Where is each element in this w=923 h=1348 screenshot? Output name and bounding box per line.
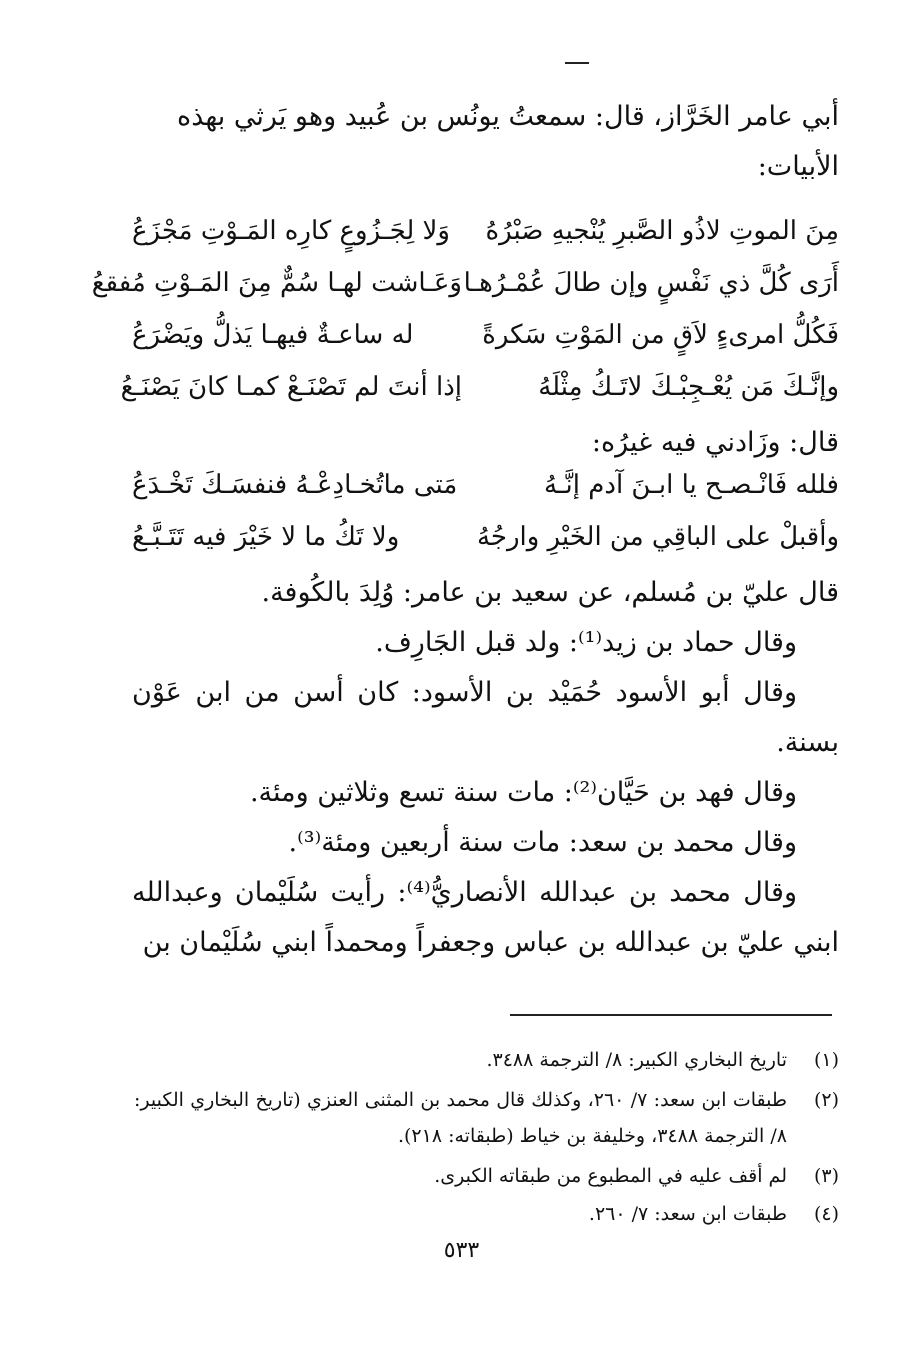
footnote-2-number: (٢) [813,1089,839,1111]
intro-line-1: أبي عامر الخَرَّاز، قال: سمعتُ يونُس بن عُبيد وهو يَرثي بهذه [177,101,839,132]
page-number: ٥٣٣ [443,1238,480,1263]
intro-line-2: الأبيات: [757,151,839,182]
verse-6-first: وأقبلْ على الباقِي من الخَيْرِ وارجُهُ [476,522,839,552]
footnote-2-text: طبقات ابن سعد: ٧/ ٢٦٠، وكذلك قال محمد بن المثنى العنزي (تاريخ البخاري الكبير: ٨/ الترجمة ٣٤٨٨، وخليفة بن خياط (طبقاته: ٢١٨). [134,1089,787,1147]
footnote-1 [134,1042,839,1078]
footnote-1-number: (١) [813,1049,839,1071]
footnote-4 [134,1196,839,1232]
header-mark [565,62,589,64]
verse-4-first: وإنَّـكَ مَن يُعْـجِبْـكَ لاتَـكُ مِثْلَهُ [538,372,839,402]
paragraph-4: وقال فهد بن حَيَّان⁽²⁾: مات سنة تسع وثلاثين ومئة. [249,777,797,808]
addition-line: قال: وزَادني فيه غيرُه: [591,427,839,458]
footnote-3-text: لم أقف عليه في المطبوع من طبقاته الكبرى. [434,1165,787,1187]
verse-1-first: مِنَ الموتِ لاذُو الصَّبرِ يُنْجيهِ صَبْرُهُ [485,216,839,246]
paragraph-1: قال عليّ بن مُسلم، عن سعيد بن عامر: وُلِدَ بالكُوفة. [261,577,839,608]
verse-4-second: إذا أنتَ لم تَصْنَـعْ كمـا كانَ يَصْنَـعُ [120,372,462,402]
verse-row-4 [120,372,839,418]
paragraph-5: وقال محمد بن سعد: مات سنة أربعين ومئة⁽³⁾. [288,827,797,858]
verse-3-first: فَكُلُّ امرىءٍ لاَقٍ من المَوْتِ سَكرةً [482,320,839,350]
verse-3-second: له ساعـةٌ فيهـا يَذلُّ ويَضْرَعُ [132,320,414,350]
paragraph-3: وقال أبو الأسود حُمَيْد بن الأسود: كان أسن من ابن عَوْن بسنة. [132,677,839,758]
footnote-1-text: تاريخ البخاري الكبير: ٨/ الترجمة ٣٤٨٨. [486,1049,787,1071]
footnote-2 [134,1082,839,1154]
paragraph-6: وقال محمد بن عبدالله الأنصاريُّ⁽⁴⁾: رأيت سُلَيْمان وعبدالله ابني عليّ بن عبدالله بن عباس وجعفراً ومحمداً ابني سُلَيْمان بن [132,877,839,958]
footnote-4-text: طبقات ابن سعد: ٧/ ٢٦٠. [588,1203,787,1225]
footnote-4-number: (٤) [813,1203,839,1225]
verse-1-second: وَلا لِجَـزُوعٍ كارِه المَـوْتِ مَجْزَعُ [132,216,450,246]
verse-row-1 [132,216,839,262]
footnote-3-number: (٣) [813,1165,839,1187]
footnote-separator [510,1014,832,1016]
footnote-3 [134,1158,839,1194]
verse-5-first: فلله فَانْـصـح يا ابـنَ آدم إنَّـهُ [543,470,839,500]
verse-2-first: أَرَى كُلَّ ذي نَفْسٍ وإن طالَ عُمْـرُهـا [463,268,839,298]
verse-2-second: وَعَـاشت لهـا سُمٌّ مِنَ المَـوْتِ مُفقعُ [91,268,462,298]
verse-row-2 [91,268,839,314]
verse-row-6 [132,522,839,568]
verse-row-3 [132,320,839,366]
paragraph-2: وقال حماد بن زيد⁽¹⁾: ولد قبل الجَارِف. [375,627,797,658]
verse-5-second: مَتى ماتُخـادِعْـهُ فنفسَـكَ تَخْـدَعُ [132,470,458,500]
verse-6-second: ولا تَكُ ما لا خَيْرَ فيه تَتَـبَّـعُ [132,522,400,552]
verse-row-5 [132,470,839,516]
intro-paragraph [132,92,839,192]
